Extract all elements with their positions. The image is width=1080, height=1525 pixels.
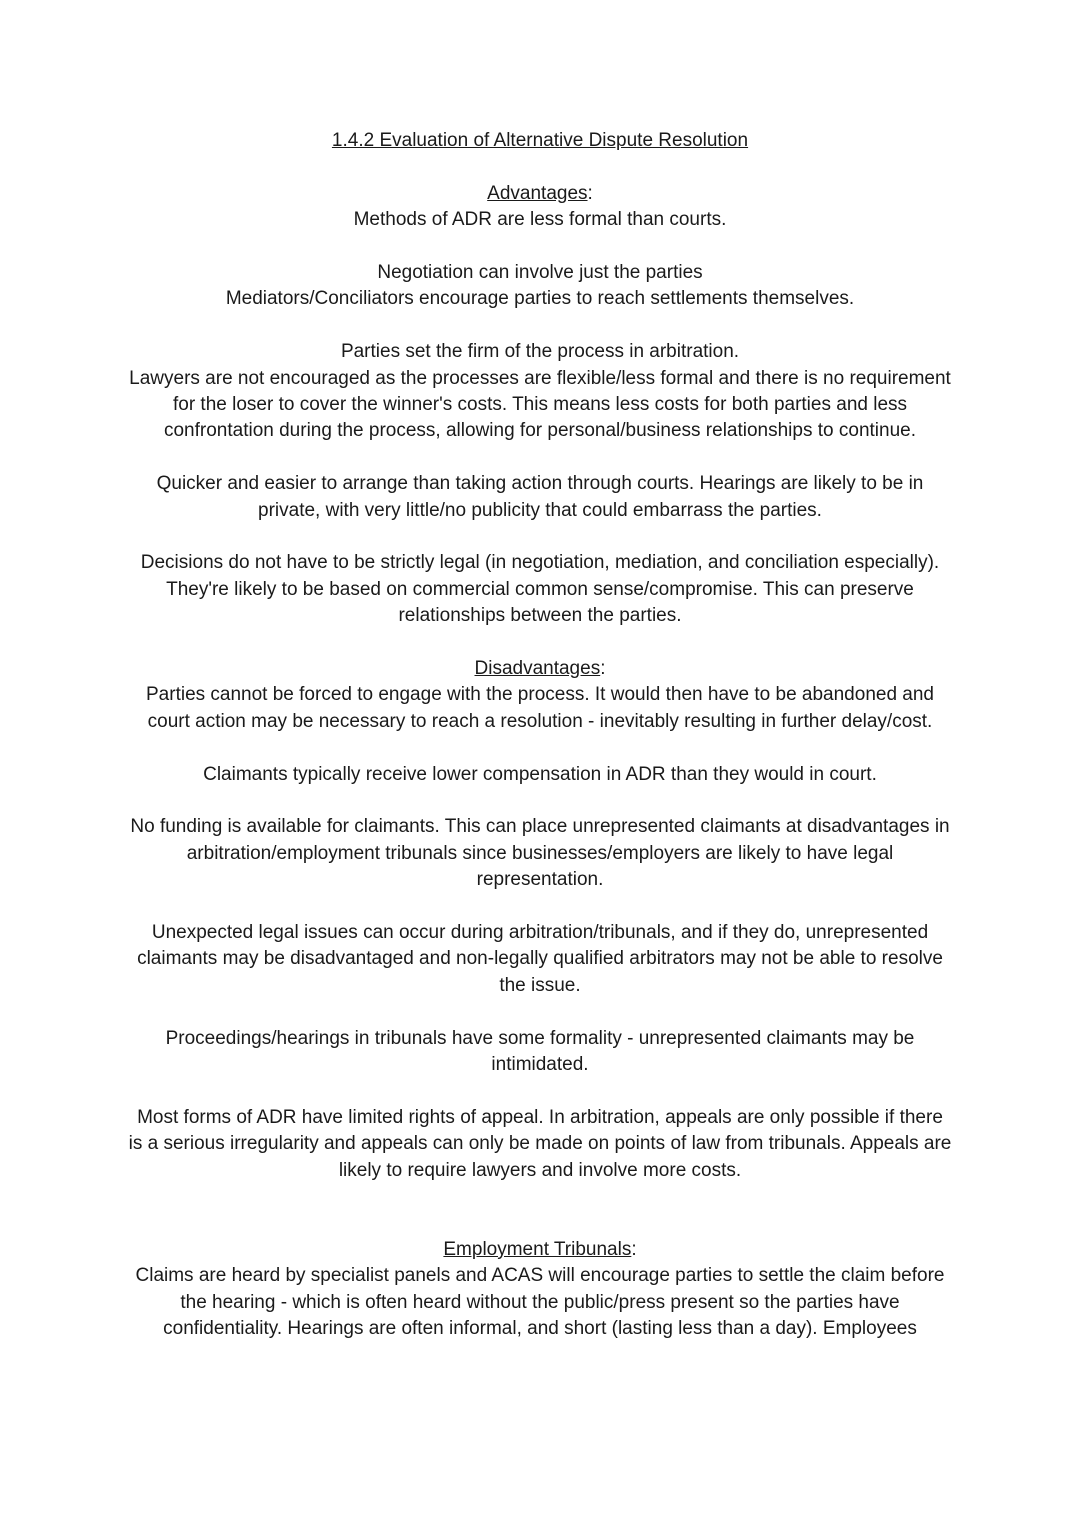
document-page: [128, 128, 952, 1342]
disadvantage-paragraph: Proceedings/hearings in tribunals have some formality - unrepresented claimants may be intimidated.: [165, 1027, 915, 1076]
advantage-paragraph: Methods of ADR are less formal than courts.: [353, 209, 727, 231]
advantages-heading-text: Advantages: [487, 182, 588, 204]
disadvantages-heading: Disadvantages:: [474, 658, 606, 680]
advantage-paragraph: [128, 260, 952, 313]
advantage-line: Lawyers are not encouraged as the processes are flexible/less formal and there is no requirement for the loser to cover the winner's costs. This means less costs for both parties and less confrontation during the process, allowing for personal/business relationships to continue.: [129, 367, 951, 442]
document-title: 1.4.2 Evaluation of Alternative Dispute Resolution: [331, 130, 749, 151]
disadvantages-heading-text: Disadvantages: [474, 658, 601, 680]
disadvantage-paragraph: Claimants typically receive lower compensation in ADR than they would in court.: [203, 763, 877, 785]
advantage-line: Negotiation can involve just the parties: [377, 262, 703, 283]
disadvantage-paragraph: Parties cannot be forced to engage with the process. It would then have to be abandoned and court action may be necessary to reach a resolution - inevitably resulting in further delay/cost.: [146, 684, 934, 732]
advantage-paragraph: Quicker and easier to arrange than taking action through courts. Hearings are likely to be in private, with very little/no publicity that could embarrass the parties.: [156, 473, 924, 521]
disadvantage-paragraph: Unexpected legal issues can occur during arbitration/tribunals, and if they do, unrepresented claimants may be disadvantaged and non-legally qualified arbitrators may not be able to resolve the issue.: [137, 922, 943, 996]
advantage-paragraph: [128, 339, 952, 445]
employment-tribunals-heading-text: Employment Tribunals: [443, 1238, 632, 1260]
employment-tribunals-heading: Employment Tribunals:: [443, 1238, 637, 1260]
advantage-line: Parties set the firm of the process in arbitration.: [340, 341, 740, 363]
advantage-paragraph: Decisions do not have to be strictly legal (in negotiation, mediation, and conciliation especially). They're likely to be based on commercial common sense/compromise. This can preserve relationships between the parties.: [140, 552, 940, 627]
employment-tribunals-paragraph: Claims are heard by specialist panels and ACAS will encourage parties to settle the claim before the hearing - which is often heard without the public/press present so the parties have confidentiality. Hearings are often informal, and short (lasting less than a day). Employees: [135, 1265, 945, 1340]
advantage-line: Mediators/Conciliators encourage parties to reach settlements themselves.: [225, 288, 855, 310]
disadvantage-paragraph: No funding is available for claimants. This can place unrepresented claimants at disadvantages in arbitration/employment tribunals since businesses/employers are likely to have legal representation.: [130, 816, 950, 891]
disadvantage-paragraph: Most forms of ADR have limited rights of appeal. In arbitration, appeals are only possible if there is a serious irregularity and appeals can only be made on points of law from tribunals. Appeals are likely to require lawyers and involve more costs.: [128, 1106, 952, 1181]
advantages-heading: Advantages:: [487, 182, 593, 204]
